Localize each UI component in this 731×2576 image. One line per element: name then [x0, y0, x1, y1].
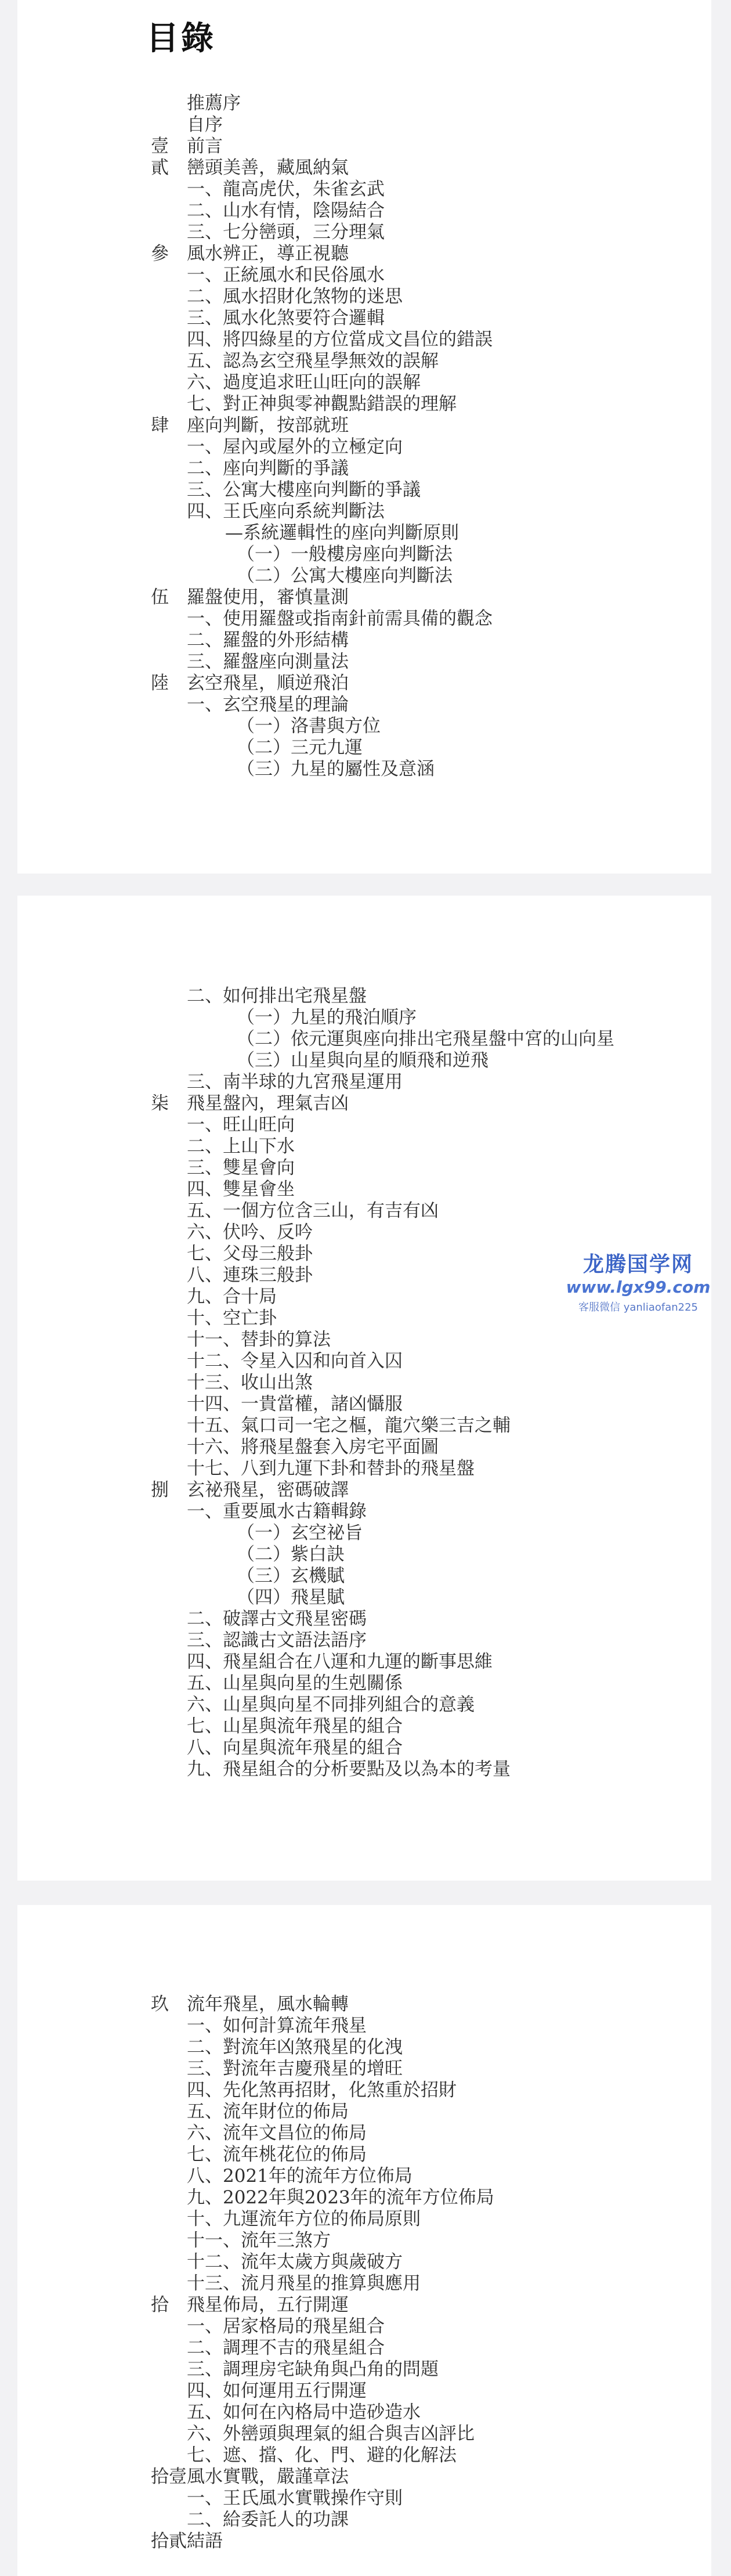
entry-text: 風水辨正，導正視聽 [187, 243, 349, 264]
entry-text: 十二、流年太歲方與歲破方 [187, 2252, 403, 2272]
entry-text: 十一、流年三煞方 [187, 2230, 331, 2251]
entry-text: 一、旺山旺向 [187, 1114, 295, 1135]
toc-entry [151, 1716, 685, 1737]
entry-text: 六、流年文昌位的佈局 [187, 2123, 367, 2144]
toc-entry [151, 1050, 685, 1071]
toc-entry [151, 2445, 685, 2466]
entry-text: 結語 [187, 2531, 223, 2552]
entry-text: 一、使用羅盤或指南針前需具備的觀念 [187, 608, 493, 629]
entry-text: 八、向星與流年飛星的組合 [187, 1737, 403, 1758]
entry-text: 二、山水有情，陰陽結合 [187, 200, 385, 221]
entry-text: （一）洛書與方位 [237, 716, 381, 737]
toc-list [151, 1994, 685, 2552]
toc-chapter [151, 1093, 685, 1114]
toc-entry [151, 2166, 685, 2187]
entry-text: 座向判斷，按部就班 [187, 415, 349, 436]
toc-entry [151, 265, 685, 286]
entry-text: （一）一般樓房座向判斷法 [237, 544, 453, 565]
toc-entry [151, 1694, 685, 1716]
entry-text: 十、九運流年方位的佈局原則 [187, 2209, 421, 2229]
entry-text: 七、山星與流年飛星的組合 [187, 1716, 403, 1737]
toc-entry [151, 694, 685, 716]
toc-entry [151, 608, 685, 630]
entry-text: 玄空飛星，順逆飛泊 [187, 673, 349, 694]
toc-chapter [151, 93, 685, 114]
toc-entry [151, 2230, 685, 2252]
entry-text: 風水實戰，嚴謹章法 [187, 2466, 349, 2487]
entry-text: 三、對流年吉慶飛星的增旺 [187, 2058, 403, 2079]
entry-text: 玄祕飛星，密碼破譯 [187, 1480, 349, 1500]
toc-chapter [151, 1480, 685, 1501]
entry-text: 五、如何在內格局中造砂造水 [187, 2402, 421, 2423]
entry-text: 四、先化煞再招財，化煞重於招財 [187, 2080, 457, 2101]
entry-text: 巒頭美善，藏風納氣 [187, 157, 349, 178]
chapter-number: 拾 [151, 2294, 169, 2315]
toc-entry [151, 986, 685, 1007]
entry-text: 三、雙星會向 [187, 1157, 295, 1178]
entry-text: （四）飛星賦 [237, 1587, 345, 1608]
entry-text: 五、一個方位含三山，有吉有凶 [187, 1200, 439, 1221]
entry-text: 二、羅盤的外形結構 [187, 630, 349, 651]
toc-entry [151, 522, 685, 544]
toc-entry [151, 630, 685, 651]
chapter-number: 拾貳 [151, 2531, 187, 2552]
toc-entry [151, 372, 685, 394]
entry-text: 三、風水化煞要符合邏輯 [187, 308, 385, 329]
toc-entry [151, 308, 685, 329]
toc-entry [151, 351, 685, 372]
entry-text: 一、屋內或屋外的立極定向 [187, 436, 403, 457]
entry-text: 六、過度追求旺山旺向的誤解 [187, 372, 421, 393]
toc-entry [151, 651, 685, 673]
toc-chapter [151, 673, 685, 694]
entry-text: 十一、替卦的算法 [187, 1329, 331, 1350]
entry-text: （二）三元九運 [237, 737, 363, 758]
toc-entry [151, 2123, 685, 2144]
toc-entry [151, 2359, 685, 2380]
entry-text: 二、風水招財化煞物的迷思 [187, 286, 403, 307]
entry-text: 四、將四綠星的方位當成文昌位的錯誤 [187, 329, 493, 350]
toc-entry [151, 1522, 685, 1544]
toc-entry [151, 1200, 685, 1222]
entry-text: 自序 [187, 114, 223, 135]
toc-entry [151, 479, 685, 501]
entry-text: 一、王氏風水實戰操作守則 [187, 2488, 403, 2509]
chapter-number: 拾壹 [151, 2466, 187, 2487]
entry-text: 六、伏吟、反吟 [187, 1222, 313, 1243]
toc-entry [151, 501, 685, 522]
chapter-number: 貳 [151, 157, 169, 178]
toc-entry [151, 1759, 685, 1780]
entry-text: 五、山星與向星的生剋關係 [187, 1673, 403, 1694]
toc-entry [151, 1351, 685, 1372]
entry-text: 飛星盤內，理氣吉凶 [187, 1093, 349, 1114]
entry-text: 七、父母三般卦 [187, 1243, 313, 1264]
toc-entry [151, 2423, 685, 2445]
toc-entry [151, 1394, 685, 1415]
entry-text: 二、對流年凶煞飛星的化洩 [187, 2037, 403, 2058]
toc-entry [151, 2273, 685, 2294]
toc-entry [151, 1415, 685, 1437]
entry-text: （三）玄機賦 [237, 1565, 345, 1586]
toc-entry [151, 2015, 685, 2037]
chapter-number: 參 [151, 243, 169, 264]
chapter-number: 壹 [151, 136, 169, 157]
entry-text: 五、流年財位的佈局 [187, 2101, 349, 2122]
toc-chapter [151, 587, 685, 608]
entry-text: 一、居家格局的飛星組合 [187, 2316, 385, 2337]
entry-text: 一、龍高虎伏，朱雀玄武 [187, 179, 385, 200]
entry-text: （三）山星與向星的順飛和逆飛 [237, 1050, 488, 1071]
entry-text: （一）玄空祕旨 [237, 1522, 363, 1543]
toc-entry [151, 1029, 685, 1050]
entry-text: 九、飛星組合的分析要點及以為本的考量 [187, 1759, 511, 1780]
chapter-number: 柒 [151, 1093, 169, 1114]
toc-entry [151, 1458, 685, 1480]
entry-text: —系統邏輯性的座向判斷原則 [225, 522, 459, 543]
toc-entry [151, 436, 685, 458]
toc-entry [151, 2187, 685, 2209]
entry-text: 二、座向判斷的爭議 [187, 458, 349, 479]
page-title: 目錄 [146, 20, 216, 57]
toc-page-1 [17, 0, 711, 874]
entry-text: 八、連珠三般卦 [187, 1265, 313, 1286]
toc-entry [151, 1651, 685, 1673]
toc-chapter [151, 157, 685, 179]
toc-entry [151, 2101, 685, 2123]
entry-text: 十七、八到九運下卦和替卦的飛星盤 [187, 1458, 475, 1479]
toc-entry [151, 2080, 685, 2101]
entry-text: 四、如何運用五行開運 [187, 2380, 367, 2401]
entry-text: 三、公寓大樓座向判斷的爭議 [187, 479, 421, 500]
watermark-contact: 客服微信 yanliaofan225 [578, 1301, 698, 1314]
toc-chapter [151, 114, 685, 136]
entry-text: 飛星佈局，五行開運 [187, 2294, 349, 2315]
toc-entry [151, 1136, 685, 1157]
toc-entry [151, 222, 685, 243]
toc-entry [151, 2509, 685, 2531]
entry-text: 三、羅盤座向測量法 [187, 651, 349, 672]
chapter-number: 玖 [151, 1994, 169, 2015]
entry-text: 十三、流月飛星的推算與應用 [187, 2273, 421, 2294]
toc-entry [151, 2337, 685, 2359]
entry-text: 二、破譯古文飛星密碼 [187, 1608, 367, 1629]
entry-text: 四、雙星會坐 [187, 1179, 295, 1200]
toc-entry [151, 1329, 685, 1351]
entry-text: （三）九星的屬性及意涵 [237, 759, 435, 780]
toc-chapter [151, 415, 685, 436]
chapter-number: 肆 [151, 415, 169, 436]
entry-text: 二、給委託人的功課 [187, 2509, 349, 2530]
toc-page-3 [17, 1905, 711, 2576]
toc-entry [151, 329, 685, 351]
toc-entry [151, 1071, 685, 1093]
toc-entry [151, 2209, 685, 2230]
entry-text: 羅盤使用，審慎量測 [187, 587, 349, 608]
watermark-url: www.lgx99.com [566, 1278, 711, 1297]
toc-entry [151, 2316, 685, 2337]
toc-entry [151, 2144, 685, 2166]
toc-chapter [151, 2294, 685, 2316]
entry-text: 八、2021年的流年方位佈局 [187, 2166, 412, 2187]
toc-entry [151, 565, 685, 587]
toc-entry [151, 759, 685, 780]
toc-entry [151, 200, 685, 222]
toc-entry [151, 2037, 685, 2058]
toc-page-2 [17, 896, 711, 1881]
toc-entry [151, 179, 685, 200]
entry-text: 一、重要風水古籍輯錄 [187, 1501, 367, 1522]
entry-text: 流年飛星，風水輪轉 [187, 1994, 349, 2015]
toc-entry [151, 1587, 685, 1608]
entry-text: 六、山星與向星不同排列組合的意義 [187, 1694, 475, 1715]
toc-entry [151, 1501, 685, 1522]
toc-entry [151, 2488, 685, 2509]
entry-text: 六、外巒頭與理氣的組合與吉凶評比 [187, 2423, 475, 2444]
entry-text: （一）九星的飛泊順序 [237, 1007, 417, 1028]
entry-text: 九、合十局 [187, 1286, 277, 1307]
toc-chapter [151, 1994, 685, 2015]
toc-chapter [151, 243, 685, 265]
toc-list [151, 986, 685, 1780]
entry-text: （二）紫白訣 [237, 1544, 345, 1565]
toc-entry [151, 1222, 685, 1243]
toc-entry [151, 1673, 685, 1694]
entry-text: 十四、一貴當權，諸凶懾服 [187, 1394, 403, 1415]
entry-text: （二）公寓大樓座向判斷法 [237, 565, 453, 586]
toc-entry [151, 286, 685, 308]
entry-text: 前言 [187, 136, 223, 157]
toc-entry [151, 1544, 685, 1565]
entry-text: 二、如何排出宅飛星盤 [187, 986, 367, 1006]
toc-entry [151, 1007, 685, 1029]
entry-text: 三、調理房宅缺角與凸角的問題 [187, 2359, 439, 2380]
toc-entry [151, 1157, 685, 1179]
toc-entry [151, 2402, 685, 2423]
toc-entry [151, 1608, 685, 1630]
entry-text: （二）依元運與座向排出宅飛星盤中宮的山向星 [237, 1029, 614, 1049]
toc-entry [151, 2252, 685, 2273]
entry-text: 三、認識古文語法語序 [187, 1630, 367, 1651]
toc-entry [151, 737, 685, 759]
toc-entry [151, 1565, 685, 1587]
entry-text: 十六、將飛星盤套入房宅平面圖 [187, 1437, 439, 1457]
chapter-number: 伍 [151, 587, 169, 608]
entry-text: 二、調理不吉的飛星組合 [187, 2337, 385, 2358]
entry-text: 三、七分巒頭，三分理氣 [187, 222, 385, 243]
toc-list [151, 93, 685, 780]
toc-entry [151, 458, 685, 479]
entry-text: 十五、氣口司一宅之樞，龍穴樂三吉之輔 [187, 1415, 511, 1436]
entry-text: 十三、收山出煞 [187, 1372, 313, 1393]
entry-text: 七、對正神與零神觀點錯誤的理解 [187, 394, 457, 414]
entry-text: 一、正統風水和民俗風水 [187, 265, 385, 286]
entry-text: 五、認為玄空飛星學無效的誤解 [187, 351, 439, 371]
toc-chapter [151, 136, 685, 157]
entry-text: 三、南半球的九宮飛星運用 [187, 1071, 403, 1092]
entry-text: 二、上山下水 [187, 1136, 295, 1157]
toc-entry [151, 1737, 685, 1759]
entry-text: 七、遮、擋、化、門、避的化解法 [187, 2445, 457, 2466]
entry-text: 四、王氏座向系統判斷法 [187, 501, 385, 522]
toc-chapter [151, 2466, 685, 2488]
entry-text: 四、飛星組合在八運和九運的斷事思維 [187, 1651, 493, 1672]
toc-entry [151, 394, 685, 415]
toc-entry [151, 1179, 685, 1200]
entry-text: 推薦序 [187, 93, 241, 114]
toc-entry [151, 544, 685, 565]
toc-entry [151, 1630, 685, 1651]
chapter-number: 陸 [151, 673, 169, 694]
toc-entry [151, 2058, 685, 2080]
entry-text: 十二、令星入囚和向首入囚 [187, 1351, 403, 1372]
chapter-number: 捌 [151, 1480, 169, 1500]
entry-text: 九、2022年與2023年的流年方位佈局 [187, 2187, 494, 2208]
toc-entry [151, 1372, 685, 1394]
entry-text: 一、如何計算流年飛星 [187, 2015, 367, 2036]
toc-entry [151, 2380, 685, 2402]
toc-entry [151, 1437, 685, 1458]
watermark-logo [557, 1248, 719, 1314]
toc-entry [151, 716, 685, 737]
watermark-title: 龙腾国学网 [582, 1253, 693, 1276]
entry-text: 七、流年桃花位的佈局 [187, 2144, 367, 2165]
entry-text: 十、空亡卦 [187, 1308, 277, 1329]
toc-entry [151, 1114, 685, 1136]
entry-text: 一、玄空飛星的理論 [187, 694, 349, 715]
toc-chapter [151, 2531, 685, 2552]
